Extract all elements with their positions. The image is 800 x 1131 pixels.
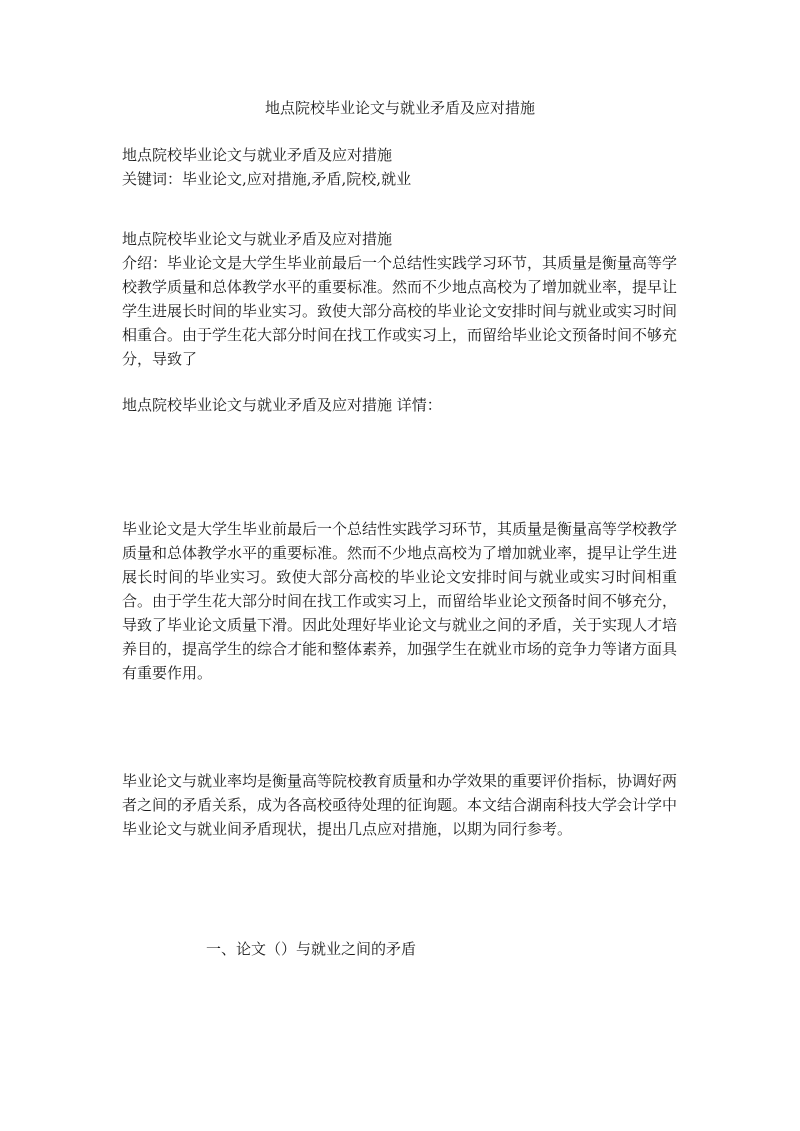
body-paragraph-2-block: [122, 769, 677, 841]
body-paragraph-1-block: [122, 517, 677, 685]
keywords-line: 关键词：毕业论文,应对措施,矛盾,院校,就业: [122, 170, 412, 188]
header-title: 地点院校毕业论文与就业矛盾及应对措施: [122, 146, 393, 164]
section-heading-1: 一、论文（）与就业之间的矛盾: [206, 940, 417, 958]
details-label: 地点院校毕业论文与就业矛盾及应对措施 详情：: [122, 396, 442, 414]
document-title: 地点院校毕业论文与就业矛盾及应对措施: [264, 99, 535, 117]
body-paragraph-1: 毕业论文是大学生毕业前最后一个总结性实践学习环节，其质量是衡量高等学校教学质量和总体教学水平的重要标准。然而不少地点高校为了增加就业率，提早让学生进展长时间的毕业实习。致使大部分高校的毕业论文安排时间与就业或实习时间相重合。由于学生花大部分时间在找工作或实习上，而留给毕业论文预备时间不够充分，导致了毕业论文质量下滑。因此处理好毕业论文与就业之间的矛盾，关于实现人才培养目的，提高学生的综合才能和整体素养，加强学生在就业市场的竞争力等诸方面具有重要作用。: [122, 520, 678, 682]
intro-block: [122, 227, 677, 371]
intro-text: 介绍：毕业论文是大学生毕业前最后一个总结性实践学习环节，其质量是衡量高等学校教学质量和总体教学水平的重要标准。然而不少地点高校为了增加就业率，提早让学生进展长时间的毕业实习。致使大部分高校的毕业论文安排时间与就业或实习时间相重合。由于学生花大部分时间在找工作或实习上，而留给毕业论文预备时间不够充分，导致了: [122, 254, 678, 368]
details-block: [122, 393, 677, 417]
intro-title: 地点院校毕业论文与就业矛盾及应对措施: [122, 230, 393, 248]
header-block: [122, 143, 677, 191]
body-paragraph-2: 毕业论文与就业率均是衡量高等院校教育质量和办学效果的重要评价指标，协调好两者之间的矛盾关系，成为各高校亟待处理的征询题。本文结合湖南科技大学会计学中毕业论文与就业间矛盾现状，提出几点应对措施，以期为同行参考。: [122, 772, 678, 838]
